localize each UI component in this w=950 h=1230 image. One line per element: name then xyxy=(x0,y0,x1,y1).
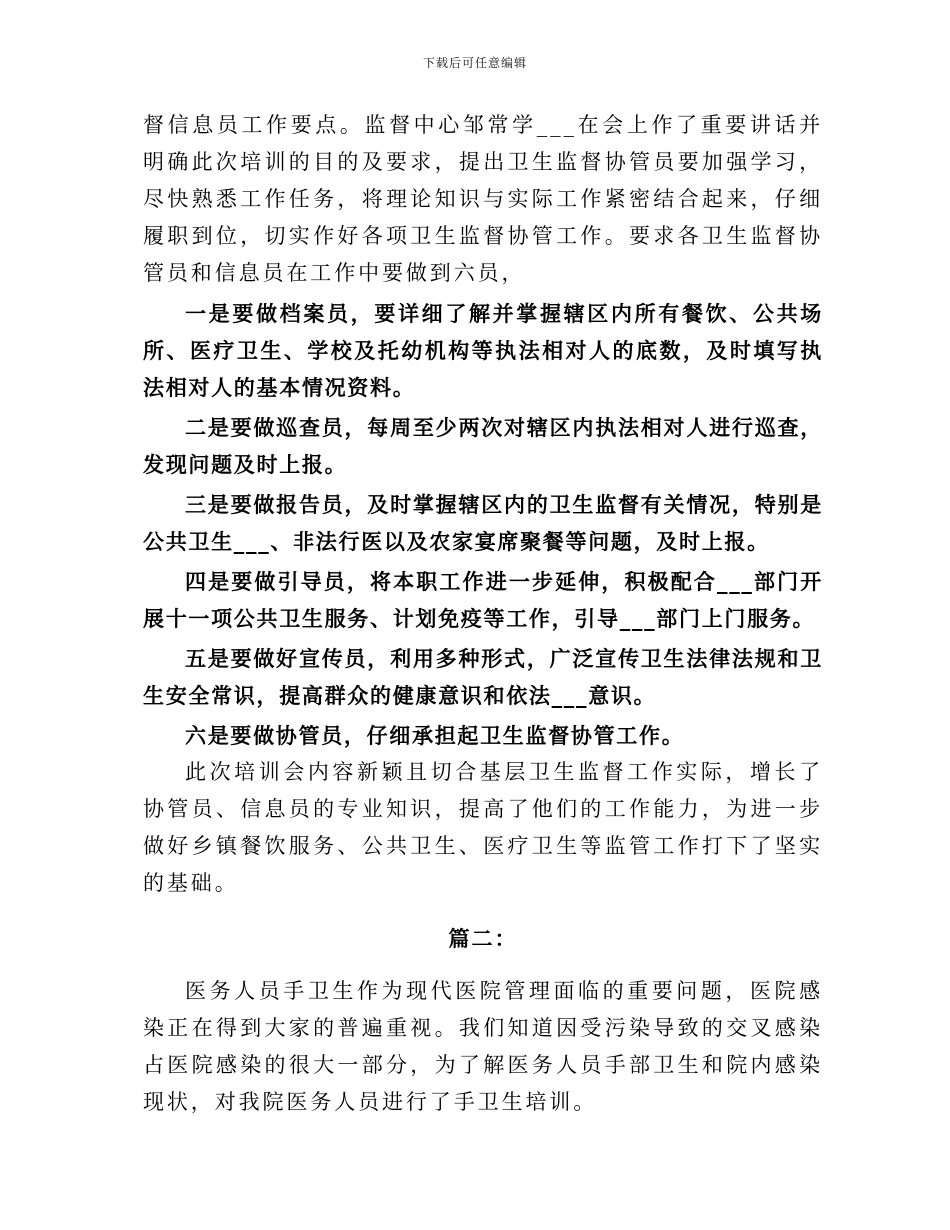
paragraph-section-two: 医务人员手卫生作为现代医院管理面临的重要问题，医院感染正在得到大家的普遍重视。我们知道因受污染导致的交叉感染占医院感染的很大一部分，为了解医务人员手部卫生和院内感染现状，对我院医务人员进行了手卫生培训。 xyxy=(143,979,823,1114)
paragraph-summary: 此次培训会内容新颖且切合基层卫生监督工作实际，增长了协管员、信息员的专业知识，提高了他们的工作能力，为进一步做好乡镇餐饮服务、公共卫生、医疗卫生等监管工作打下了坚实的基础。 xyxy=(143,760,823,895)
paragraph-point-1: 一是要做档案员，要详细了解并掌握辖区内所有餐饮、公共场所、医疗卫生、学校及托幼机构等执法相对人的底数，及时填写执法相对人的基本情况资料。 xyxy=(143,301,823,400)
paragraph-point-4: 四是要做引导员，将本职工作进一步延伸，积极配合___部门开展十一项公共卫生服务、计划免疫等工作，引导___部门上门服务。 xyxy=(143,569,823,631)
document-body xyxy=(143,107,823,1121)
paragraph-point-6: 六是要做协管员，仔细承担起卫生监督协管工作。 xyxy=(185,723,685,748)
paragraph-intro-continued: 督信息员工作要点。监督中心邹常学___在会上作了重要讲话并明确此次培训的目的及要求，提出卫生监督协管员要加强学习，尽快熟悉工作任务，将理论知识与实际工作紧密结合起来，仔细履职到位，切实作好各项卫生监督协管工作。要求各卫生监督协管员和信息员在工作中要做到六员， xyxy=(143,113,823,285)
page-header: 下载后可任意编辑 xyxy=(422,56,527,70)
paragraph-point-3: 三是要做报告员，及时掌握辖区内的卫生监督有关情况，特别是公共卫生___、非法行医以及农家宴席聚餐等问题，及时上报。 xyxy=(143,492,823,554)
paragraph-point-2: 二是要做巡查员，每周至少两次对辖区内执法相对人进行巡查，发现问题及时上报。 xyxy=(143,415,823,477)
section-heading: 篇二： xyxy=(448,926,518,951)
paragraph-point-5: 五是要做好宣传员，利用多种形式，广泛宣传卫生法律法规和卫生安全常识，提高群众的健康意识和依法___意识。 xyxy=(143,646,823,708)
